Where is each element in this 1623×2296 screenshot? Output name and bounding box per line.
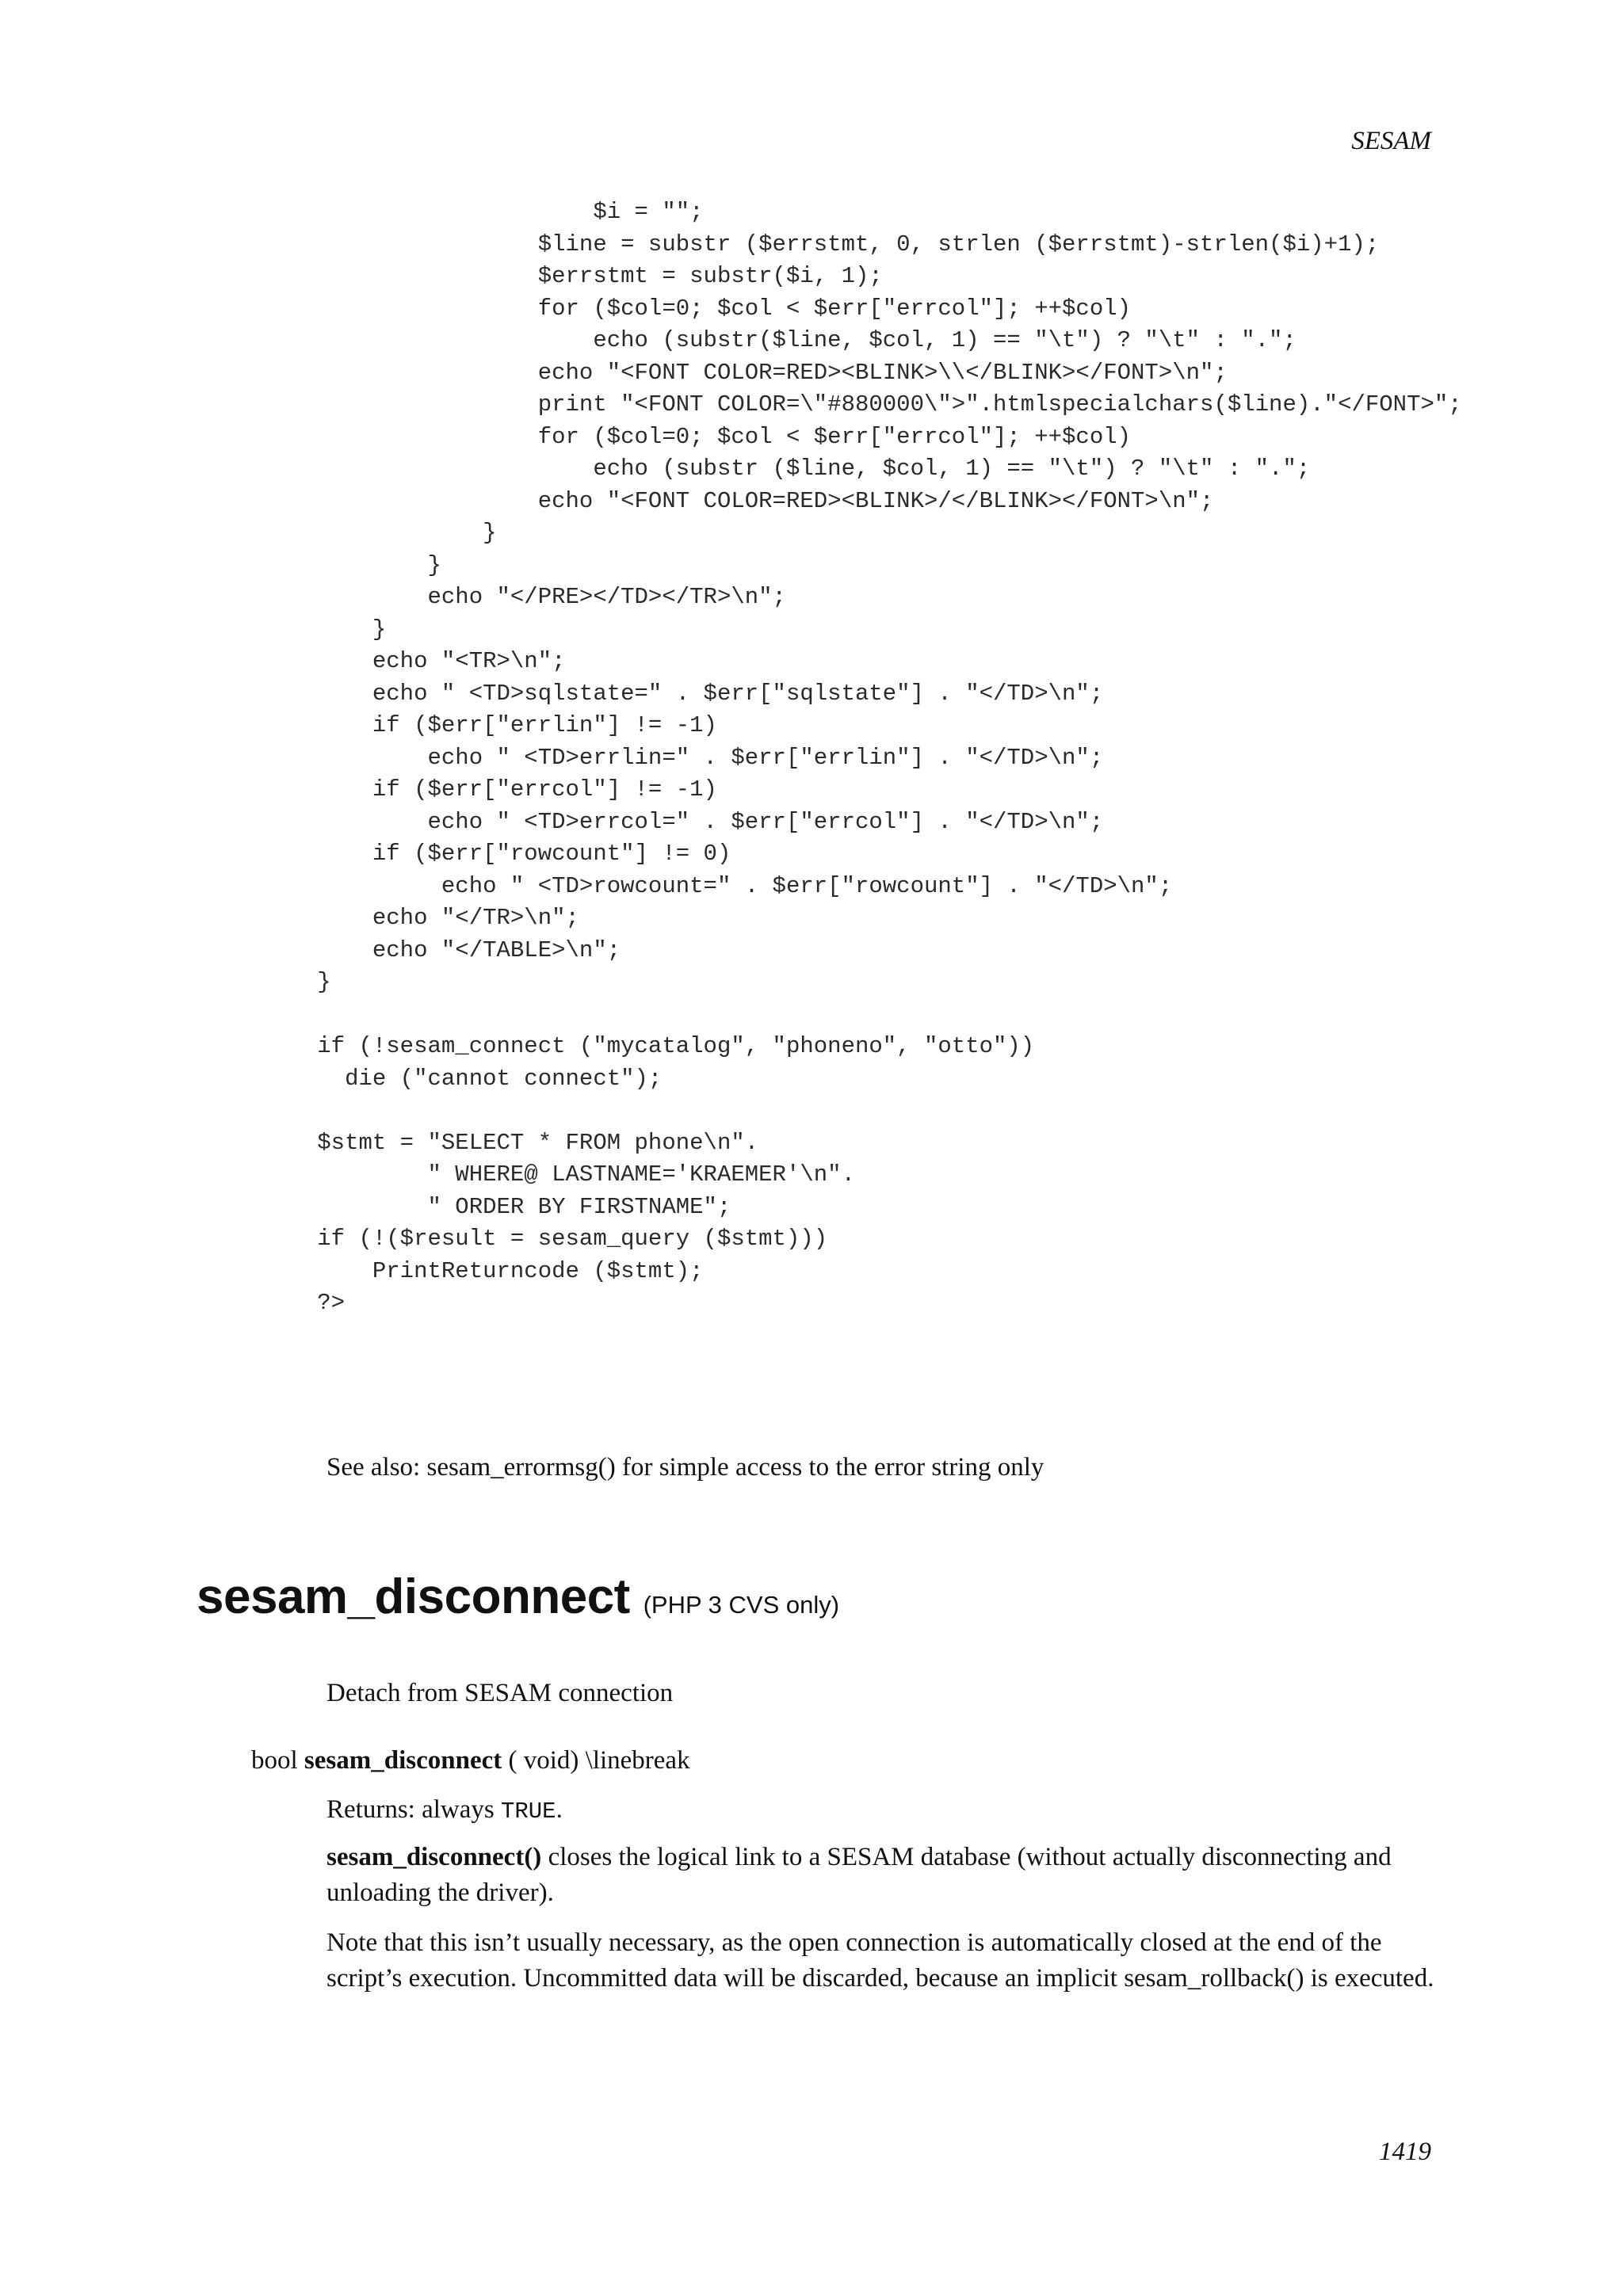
code-line: } — [0, 969, 331, 995]
code-line: echo "</TR>\n"; — [0, 905, 579, 931]
code-line: } — [0, 520, 497, 546]
code-line: $errstmt = substr($i, 1); — [0, 263, 883, 289]
synopsis-function-name: sesam_disconnect — [304, 1746, 502, 1775]
code-line: $i = ""; — [0, 199, 704, 225]
code-line: echo " <TD>rowcount=" . $err["rowcount"] . "</TD>\n"; — [0, 872, 1173, 899]
function-synopsis — [251, 1743, 690, 1779]
code-line: echo " <TD>sqlstate=" . $err["sqlstate"] . "</TD>\n"; — [0, 680, 1104, 707]
code-line: echo "</TABLE>\n"; — [0, 936, 621, 963]
code-line: echo " <TD>errlin=" . $err["errlin"] . "</TD>\n"; — [0, 744, 1104, 771]
code-line: } — [0, 616, 387, 643]
code-line: echo (substr($line, $col, 1) == "\t") ? "\t" : "."; — [0, 327, 1296, 353]
description-paragraph-1 — [327, 1840, 1436, 1911]
function-availability: (PHP 3 CVS only) — [643, 1591, 840, 1619]
code-line: for ($col=0; $col < $err["errcol"]; ++$col) — [0, 423, 1132, 450]
synopsis-args: ( void) \linebreak — [508, 1746, 690, 1775]
code-line: if ($err["errcol"] != -1) — [0, 776, 717, 803]
code-line: if ($err["errlin"] != -1) — [0, 712, 717, 738]
description-text-1: closes the logical link to a SESAM database (without actually disconnecting and unloading the driver). — [327, 1843, 1392, 1907]
code-line: " ORDER BY FIRSTNAME"; — [0, 1193, 731, 1220]
code-line: echo " <TD>errcol=" . $err["errcol"] . "</TD>\n"; — [0, 808, 1104, 835]
page-number: 1419 — [1379, 2138, 1431, 2166]
code-line: if (!sesam_connect ("mycatalog", "phoneno", "otto")) — [0, 1033, 1035, 1059]
code-line: echo "</PRE></TD></TR>\n"; — [0, 584, 786, 610]
code-line: for ($col=0; $col < $err["errcol"]; ++$col) — [0, 295, 1132, 322]
code-listing — [0, 196, 1462, 1320]
code-line: die ("cannot connect"); — [0, 1065, 663, 1092]
returns-suffix: . — [556, 1795, 563, 1824]
returns-value: TRUE — [500, 1798, 556, 1825]
description-function-name: sesam_disconnect() — [327, 1843, 542, 1871]
code-line: if ($err["rowcount"] != 0) — [0, 841, 731, 867]
description-paragraph-2: Note that this isn’t usually necessary, as the open connection is automatically closed at the end of the script’s execution. Uncommitted data will be discarded, because an implicit sesam_rollback() is executed. — [327, 1928, 1434, 1993]
code-line: if (!($result = sesam_query ($stmt))) — [0, 1226, 828, 1252]
code-line: echo "<FONT COLOR=RED><BLINK>/</BLINK></FONT>\n"; — [0, 487, 1214, 514]
code-line: PrintReturncode ($stmt); — [0, 1257, 704, 1284]
see-also-text: See also: sesam_errormsg() for simple access to the error string only — [327, 1453, 1044, 1482]
function-name: sesam_disconnect — [197, 1569, 630, 1624]
code-line: } — [0, 551, 441, 578]
code-line: echo (substr ($line, $col, 1) == "\t") ? "\t" : "."; — [0, 456, 1311, 482]
code-line: echo "<FONT COLOR=RED><BLINK>\\</BLINK></FONT>\n"; — [0, 359, 1228, 386]
page-header: SESAM — [1351, 127, 1431, 155]
synopsis-return-type: bool — [251, 1746, 298, 1775]
code-line: " WHERE@ LASTNAME='KRAEMER'\n". — [0, 1161, 855, 1188]
code-line: echo "<TR>\n"; — [0, 648, 566, 674]
code-line: $line = substr ($errstmt, 0, strlen ($errstmt)-strlen($i)+1); — [0, 231, 1380, 257]
function-purpose: Detach from SESAM connection — [327, 1679, 674, 1707]
function-heading — [197, 1569, 839, 1625]
code-line: ?> — [0, 1290, 346, 1316]
returns-text — [327, 1792, 563, 1829]
code-line: print "<FONT COLOR=\"#880000\">".htmlspecialchars($line)."</FONT>"; — [0, 391, 1462, 418]
code-line: $stmt = "SELECT * FROM phone\n". — [0, 1129, 759, 1156]
returns-prefix: Returns: always — [327, 1795, 501, 1824]
